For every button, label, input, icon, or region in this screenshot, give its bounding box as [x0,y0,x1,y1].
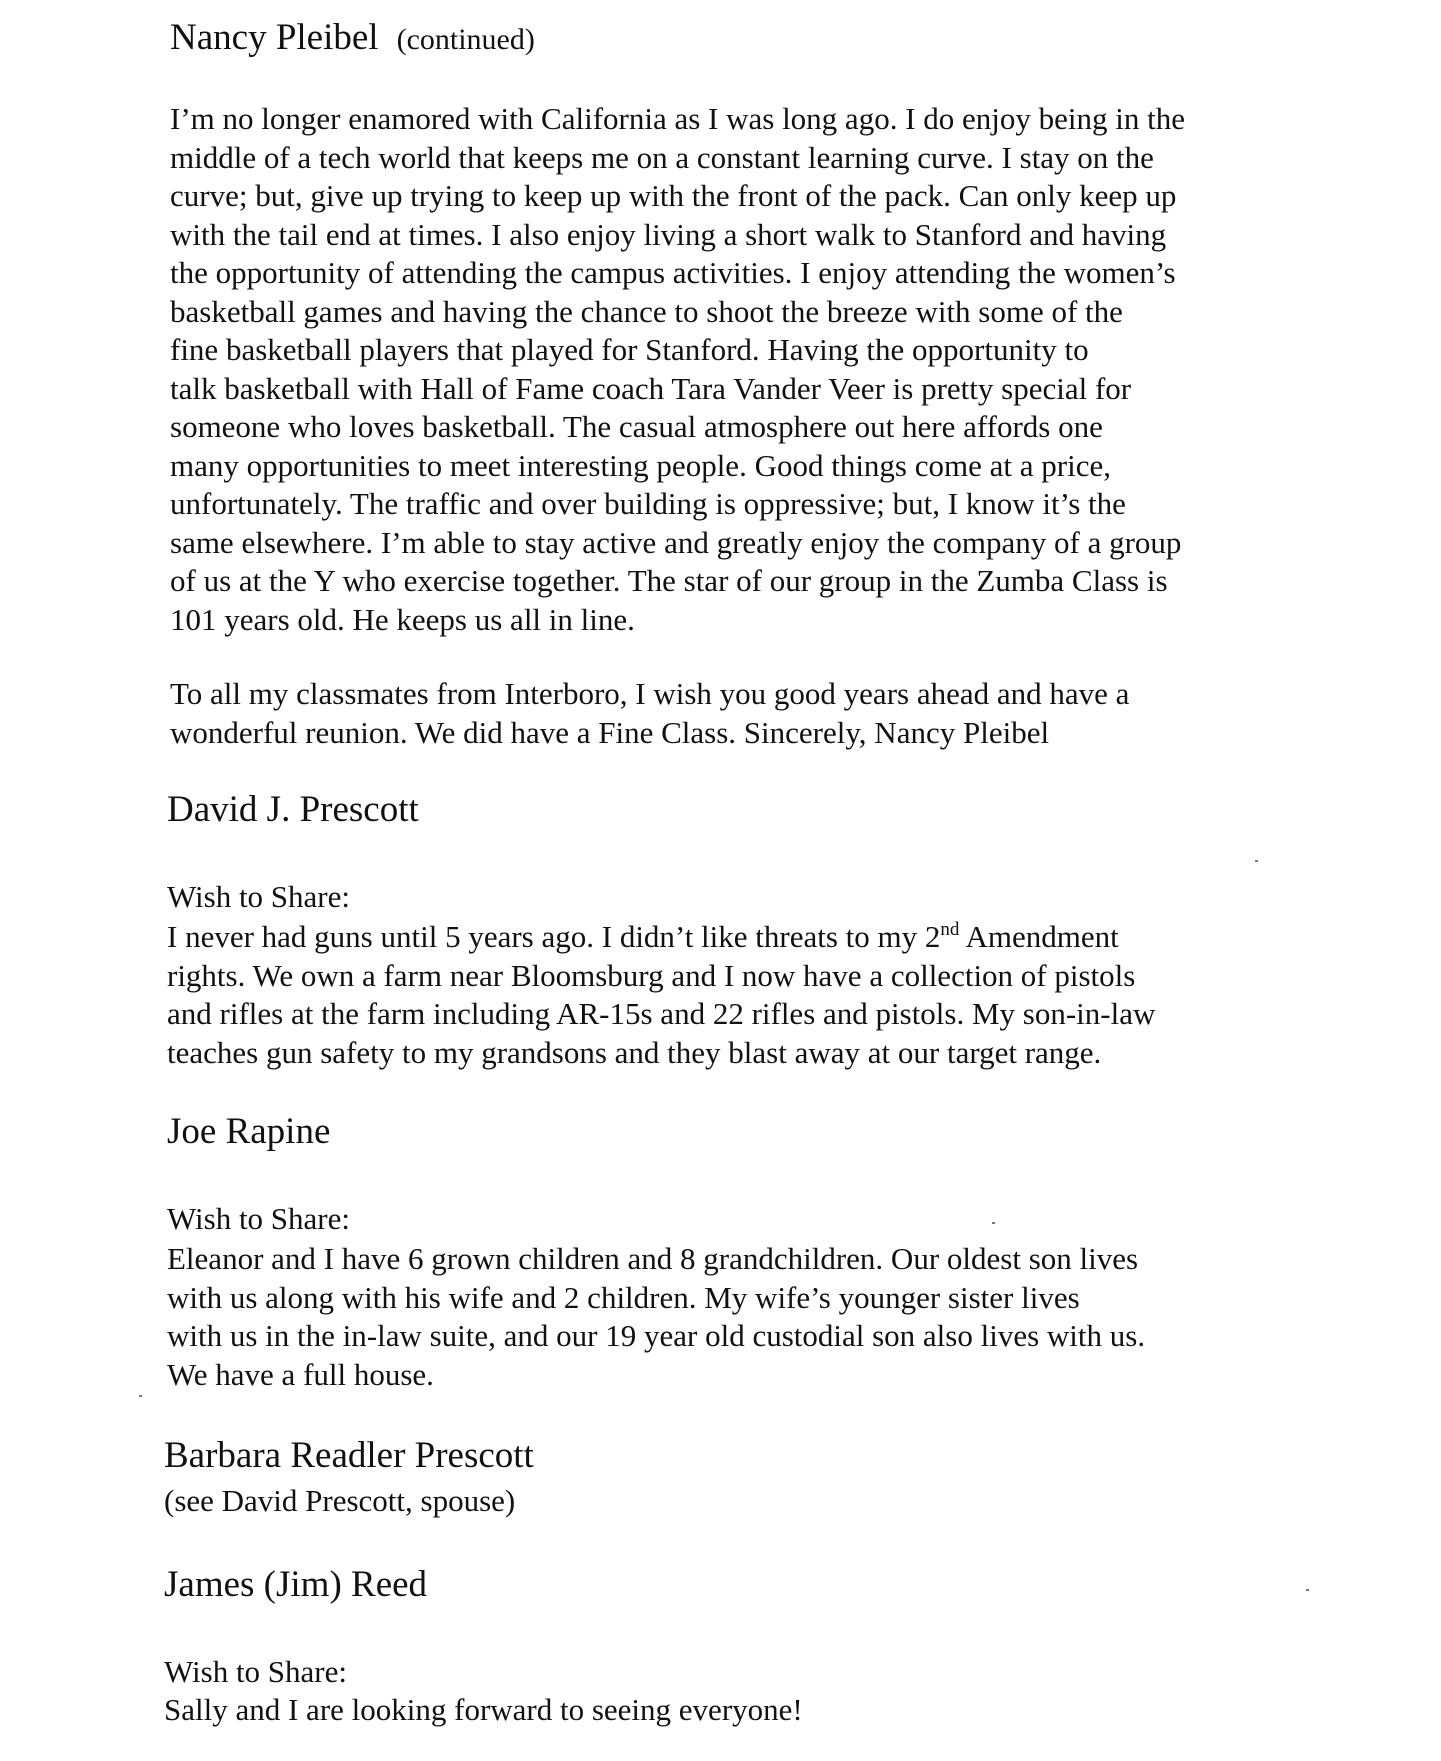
entry-name-barbara-prescott: Barbara Readler Prescott [164,1435,534,1476]
text-line [167,918,1155,957]
wish-to-share-label: Wish to Share: [164,1654,348,1689]
david-entry-text [167,918,1155,1072]
scan-speck [139,1395,142,1397]
james-entry-text: Sally and I are looking forward to seeing everyone! [164,1692,803,1727]
entry-name-david-prescott: David J. Prescott [167,789,419,830]
scan-speck [1306,1589,1309,1591]
joe-entry-text [167,1240,1145,1394]
text-part: I never had guns until 5 years ago. I didn’t like threats to my 2 [167,919,941,954]
text-line: many opportunities to meet interesting people. Good things come at a price, [170,447,1111,483]
text-line: wonderful reunion. We did have a Fine Class. Sincerely, Nancy Pleibel [170,714,1050,750]
text-line: and rifles at the farm including AR-15s and 22 rifles and pistols. My son-in-law [167,996,1156,1031]
entry-name-james-reed: James (Jim) Reed [164,1564,428,1605]
scan-speck [1255,860,1258,862]
text-line: unfortunately. The traffic and over building is oppressive; but, I know it’s the [170,486,1126,521]
text-line: fine basketball players that played for Stanford. Having the opportunity to [170,332,1089,367]
text-line: To all my classmates from Interboro, I wish you good years ahead and have a [170,676,1130,711]
text-line: of us at the Y who exercise together. The star of our group in the Zumba Class is [170,563,1168,598]
scan-speck [992,1222,995,1224]
nancy-paragraph-1 [170,100,1185,639]
text-line: someone who loves basketball. The casual atmosphere out here affords one [170,409,1103,444]
text-line: middle of a tech world that keeps me on a constant learning curve. I stay on the [170,139,1154,175]
text-line: I’m no longer enamored with California as I was long ago. I do enjoy being in the [170,101,1185,136]
text-line: with us along with his wife and 2 children. My wife’s younger sister lives [167,1279,1080,1315]
continued-note: (continued) [396,23,535,56]
wish-to-share-label: Wish to Share: [167,879,351,914]
text-line: 101 years old. He keeps us all in line. [170,601,635,637]
superscript: nd [940,919,960,940]
text-line: the opportunity of attending the campus activities. I enjoy attending the women’s [170,255,1176,290]
nancy-paragraph-2 [170,675,1129,752]
text-line: We have a full house. [167,1356,434,1392]
text-line: curve; but, give up trying to keep up with the front of the pack. Can only keep up [170,178,1177,213]
entry-name-joe-rapine: Joe Rapine [167,1111,331,1152]
text-line: Eleanor and I have 6 grown children and 8 grandchildren. Our oldest son lives [167,1241,1139,1276]
text-line: talk basketball with Hall of Fame coach Tara Vander Veer is pretty special for [170,370,1132,406]
name-text: Nancy Pleibel [170,17,379,58]
text-line: same elsewhere. I’m able to stay active and greatly enjoy the company of a group [170,524,1182,560]
text-part: Amendment [959,919,1119,954]
spouse-reference-note: (see David Prescott, spouse) [164,1483,516,1518]
text-line: rights. We own a farm near Bloomsburg and I now have a collection of pistols [167,957,1136,993]
text-line: with the tail end at times. I also enjoy living a short walk to Stanford and having [170,216,1167,252]
text-line: with us in the in-law suite, and our 19 year old custodial son also lives with us. [167,1318,1146,1353]
text-line: basketball games and having the chance to shoot the breeze with some of the [170,293,1123,329]
text-line: teaches gun safety to my grandsons and they blast away at our target range. [167,1034,1102,1070]
entry-name-nancy-pleibel [170,18,535,60]
wish-to-share-label: Wish to Share: [167,1201,351,1236]
